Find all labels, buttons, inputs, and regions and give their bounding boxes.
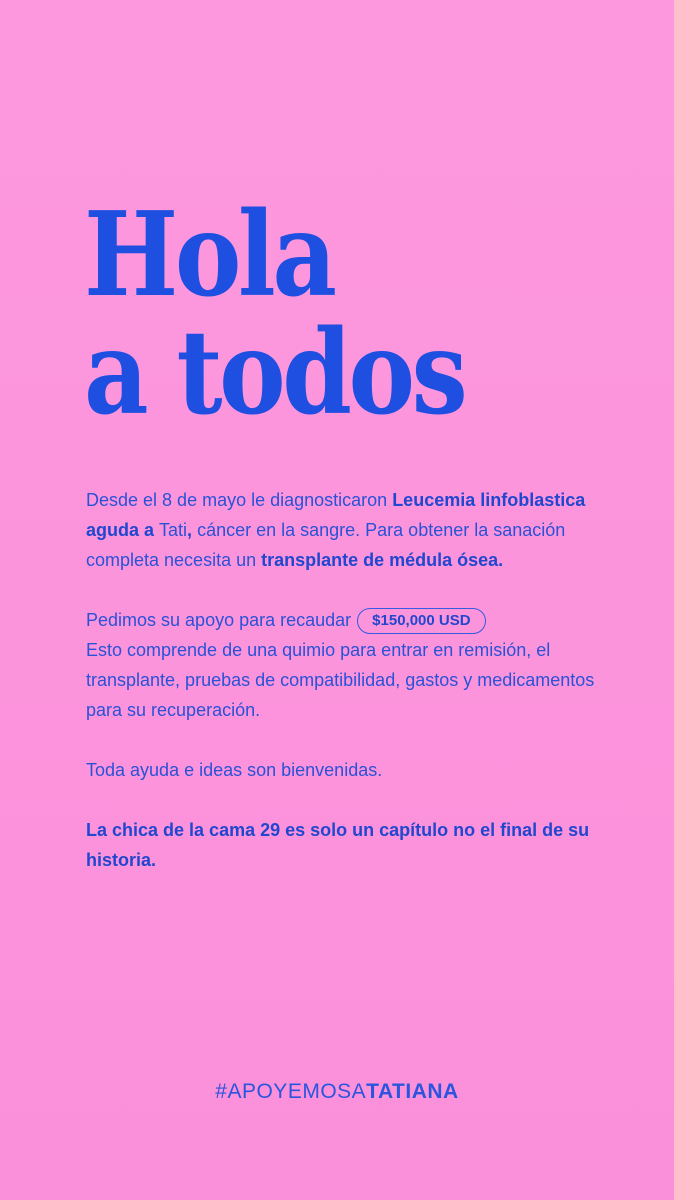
- message-body: [86, 485, 596, 875]
- amount-badge: $150,000 USD: [357, 608, 485, 634]
- campaign-hashtag: [0, 1078, 674, 1106]
- diagnosis-bold-1: Leucemia linfoblastica aguda a: [86, 490, 586, 540]
- hashtag-name: TATIANA: [366, 1080, 459, 1103]
- fundraising-text-1: Pedimos su apoyo para recaudar: [86, 610, 352, 630]
- paragraph-spacer: [86, 575, 596, 605]
- diagnosis-text-3: cáncer en la sangre. Para obtener la sanación completa necesita un: [86, 520, 566, 570]
- closing-paragraph: [86, 815, 596, 875]
- diagnosis-text-1: Desde el 8 de mayo le diagnosticaron: [86, 490, 393, 510]
- hashtag-prefix: #APOYEMOSA: [215, 1080, 367, 1103]
- diagnosis-bold-3: transplante de médula ósea.: [261, 550, 504, 570]
- welcome-paragraph: Toda ayuda e ideas son bienvenidas.: [86, 760, 383, 780]
- hero-title-line-1: Hola: [84, 187, 334, 323]
- diagnosis-bold-2: ,: [187, 520, 193, 540]
- hero-title: [84, 187, 604, 441]
- diagnosis-paragraph: [86, 485, 596, 575]
- hero-title-line-2: a todos: [84, 305, 465, 441]
- fundraising-text-2: Esto comprende de una quimio para entrar en remisión, el transplante, pruebas de compatibilidad, gastos y medicamentos para su recuperación.: [86, 640, 595, 720]
- paragraph-spacer: [86, 725, 596, 755]
- diagnosis-text-2: Tati: [159, 520, 188, 540]
- closing-bold-text: La chica de la cama 29 es solo un capítulo no el final de su historia.: [86, 820, 590, 870]
- fundraising-paragraph: [86, 605, 596, 725]
- paragraph-spacer: [86, 785, 596, 815]
